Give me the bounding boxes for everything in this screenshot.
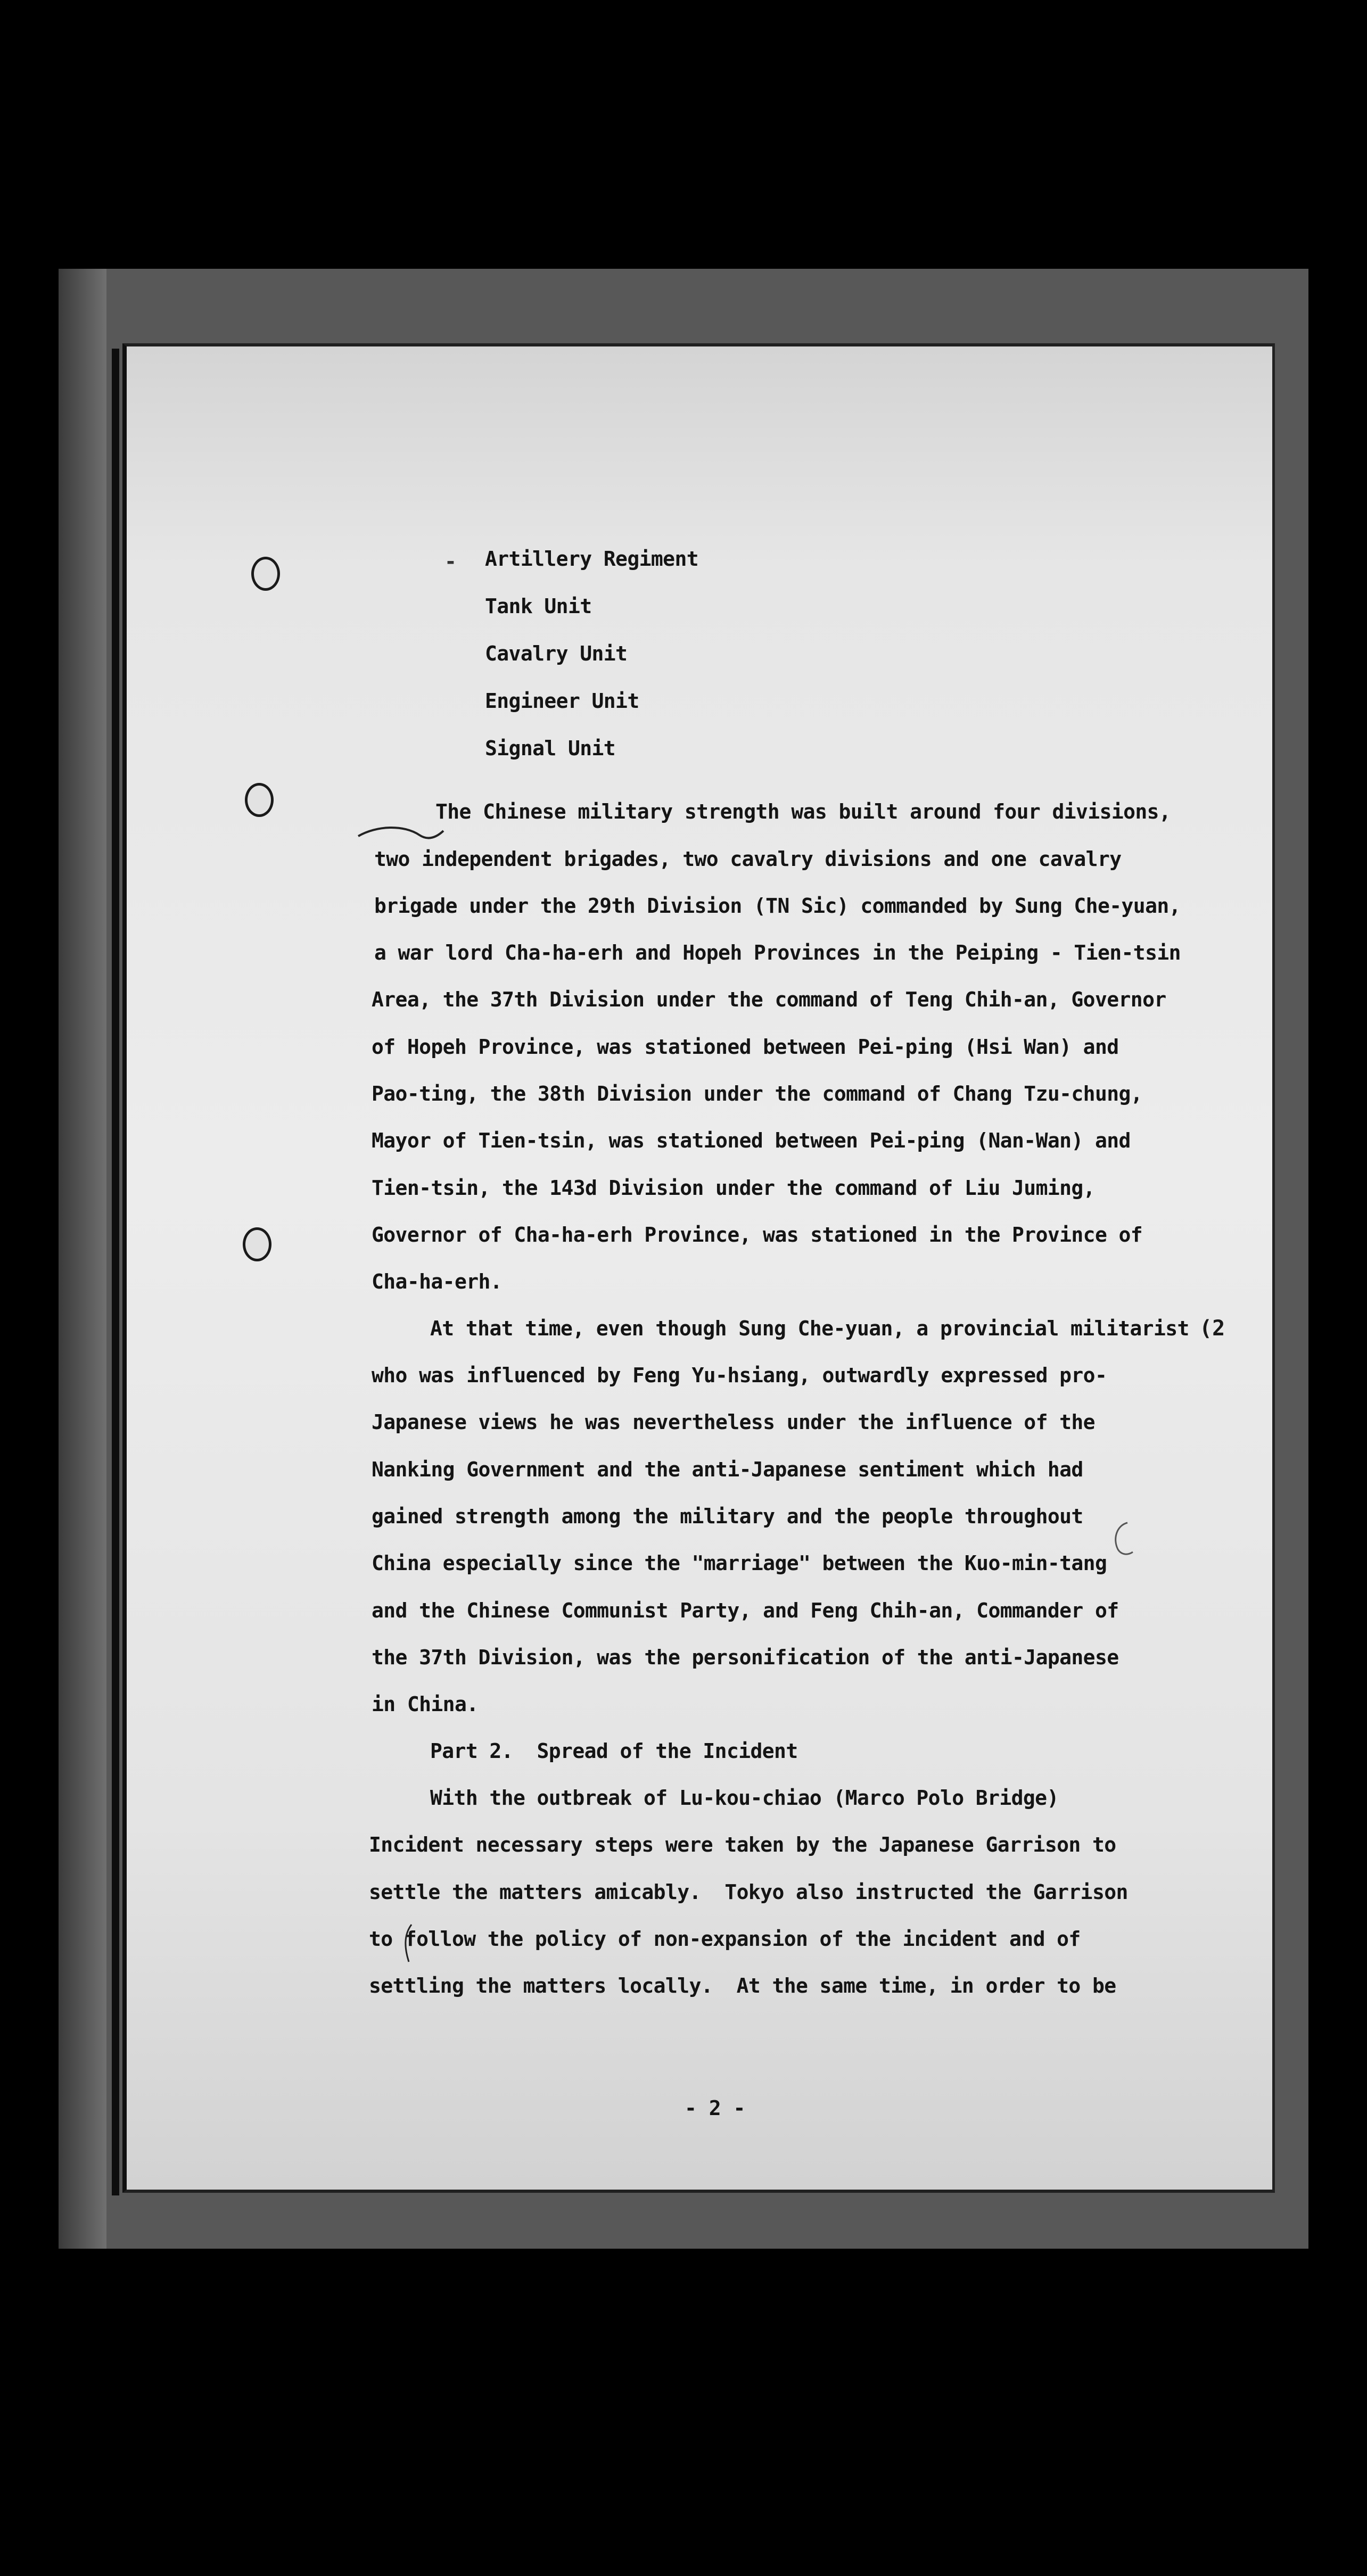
- section-heading: Part 2. Spread of the Incident: [430, 1739, 798, 1763]
- text-line: to follow the policy of non-expansion of the incident and of: [369, 1927, 1081, 1951]
- text-line: gained strength among the military and the people throughout: [372, 1505, 1083, 1528]
- text-line: China especially since the "marriage" between the Kuo-min-tang: [372, 1551, 1107, 1575]
- dash-mark: -: [444, 550, 457, 573]
- document-page: [122, 343, 1275, 2193]
- unit-list-item: Tank Unit: [485, 595, 592, 618]
- margin-note: (2: [1199, 1316, 1225, 1341]
- unit-list-item: Signal Unit: [485, 737, 616, 760]
- scan-frame: [59, 269, 1308, 2249]
- unit-list-item: Artillery Regiment: [485, 547, 699, 571]
- text-line: brigade under the 29th Division (TN Sic) commanded by Sung Che-yuan,: [374, 894, 1181, 918]
- text-line: the 37th Division, was the personification of the anti-Japanese: [372, 1646, 1119, 1669]
- text-line: Incident necessary steps were taken by the Japanese Garrison to: [369, 1833, 1116, 1856]
- text-line: The Chinese military strength was built around four divisions,: [435, 800, 1171, 823]
- text-line: a war lord Cha-ha-erh and Hopeh Provinces in the Peiping - Tien-tsin: [374, 941, 1181, 964]
- unit-list-item: Cavalry Unit: [485, 642, 628, 665]
- punch-hole-icon: [243, 1227, 271, 1261]
- pencil-mark-icon: [1106, 1517, 1138, 1560]
- text-line: settle the matters amicably. Tokyo also instructed the Garrison: [369, 1880, 1128, 1904]
- text-line: Mayor of Tien-tsin, was stationed between Pei-ping (Nan-Wan) and: [372, 1129, 1131, 1152]
- punch-hole-icon: [245, 783, 274, 817]
- text-line: With the outbreak of Lu-kou-chiao (Marco Polo Bridge): [430, 1786, 1059, 1810]
- text-line: Japanese views he was nevertheless under the influence of the: [372, 1410, 1095, 1434]
- text-line: two independent brigades, two cavalry divisions and one cavalry: [374, 847, 1122, 871]
- text-line: in China.: [372, 1692, 479, 1716]
- text-line: Nanking Government and the anti-Japanese sentiment which had: [372, 1458, 1083, 1481]
- scan-shadow-strip: [59, 269, 106, 2249]
- text-line: Governor of Cha-ha-erh Province, was stationed in the Province of: [372, 1223, 1143, 1246]
- text-line: At that time, even though Sung Che-yuan, a provincial militarist: [430, 1317, 1189, 1340]
- page-number: - 2 -: [685, 2096, 746, 2120]
- text-line: Area, the 37th Division under the command of Teng Chih-an, Governor: [372, 988, 1166, 1011]
- unit-list-item: Engineer Unit: [485, 689, 639, 713]
- text-line: and the Chinese Communist Party, and Feng Chih-an, Commander of: [372, 1599, 1119, 1622]
- text-line: settling the matters locally. At the same time, in order to be: [369, 1974, 1116, 1997]
- text-line: Tien-tsin, the 143d Division under the command of Liu Juming,: [372, 1176, 1095, 1200]
- text-line: Cha-ha-erh.: [372, 1270, 503, 1293]
- binding-edge: [112, 349, 119, 2195]
- text-line: Pao-ting, the 38th Division under the command of Chang Tzu-chung,: [372, 1082, 1143, 1105]
- text-line: of Hopeh Province, was stationed between Pei-ping (Hsi Wan) and: [372, 1035, 1119, 1059]
- handwritten-stroke-icon: [398, 1922, 419, 1964]
- text-line: who was influenced by Feng Yu-hsiang, outwardly expressed pro-: [372, 1364, 1107, 1387]
- punch-hole-icon: [251, 557, 280, 591]
